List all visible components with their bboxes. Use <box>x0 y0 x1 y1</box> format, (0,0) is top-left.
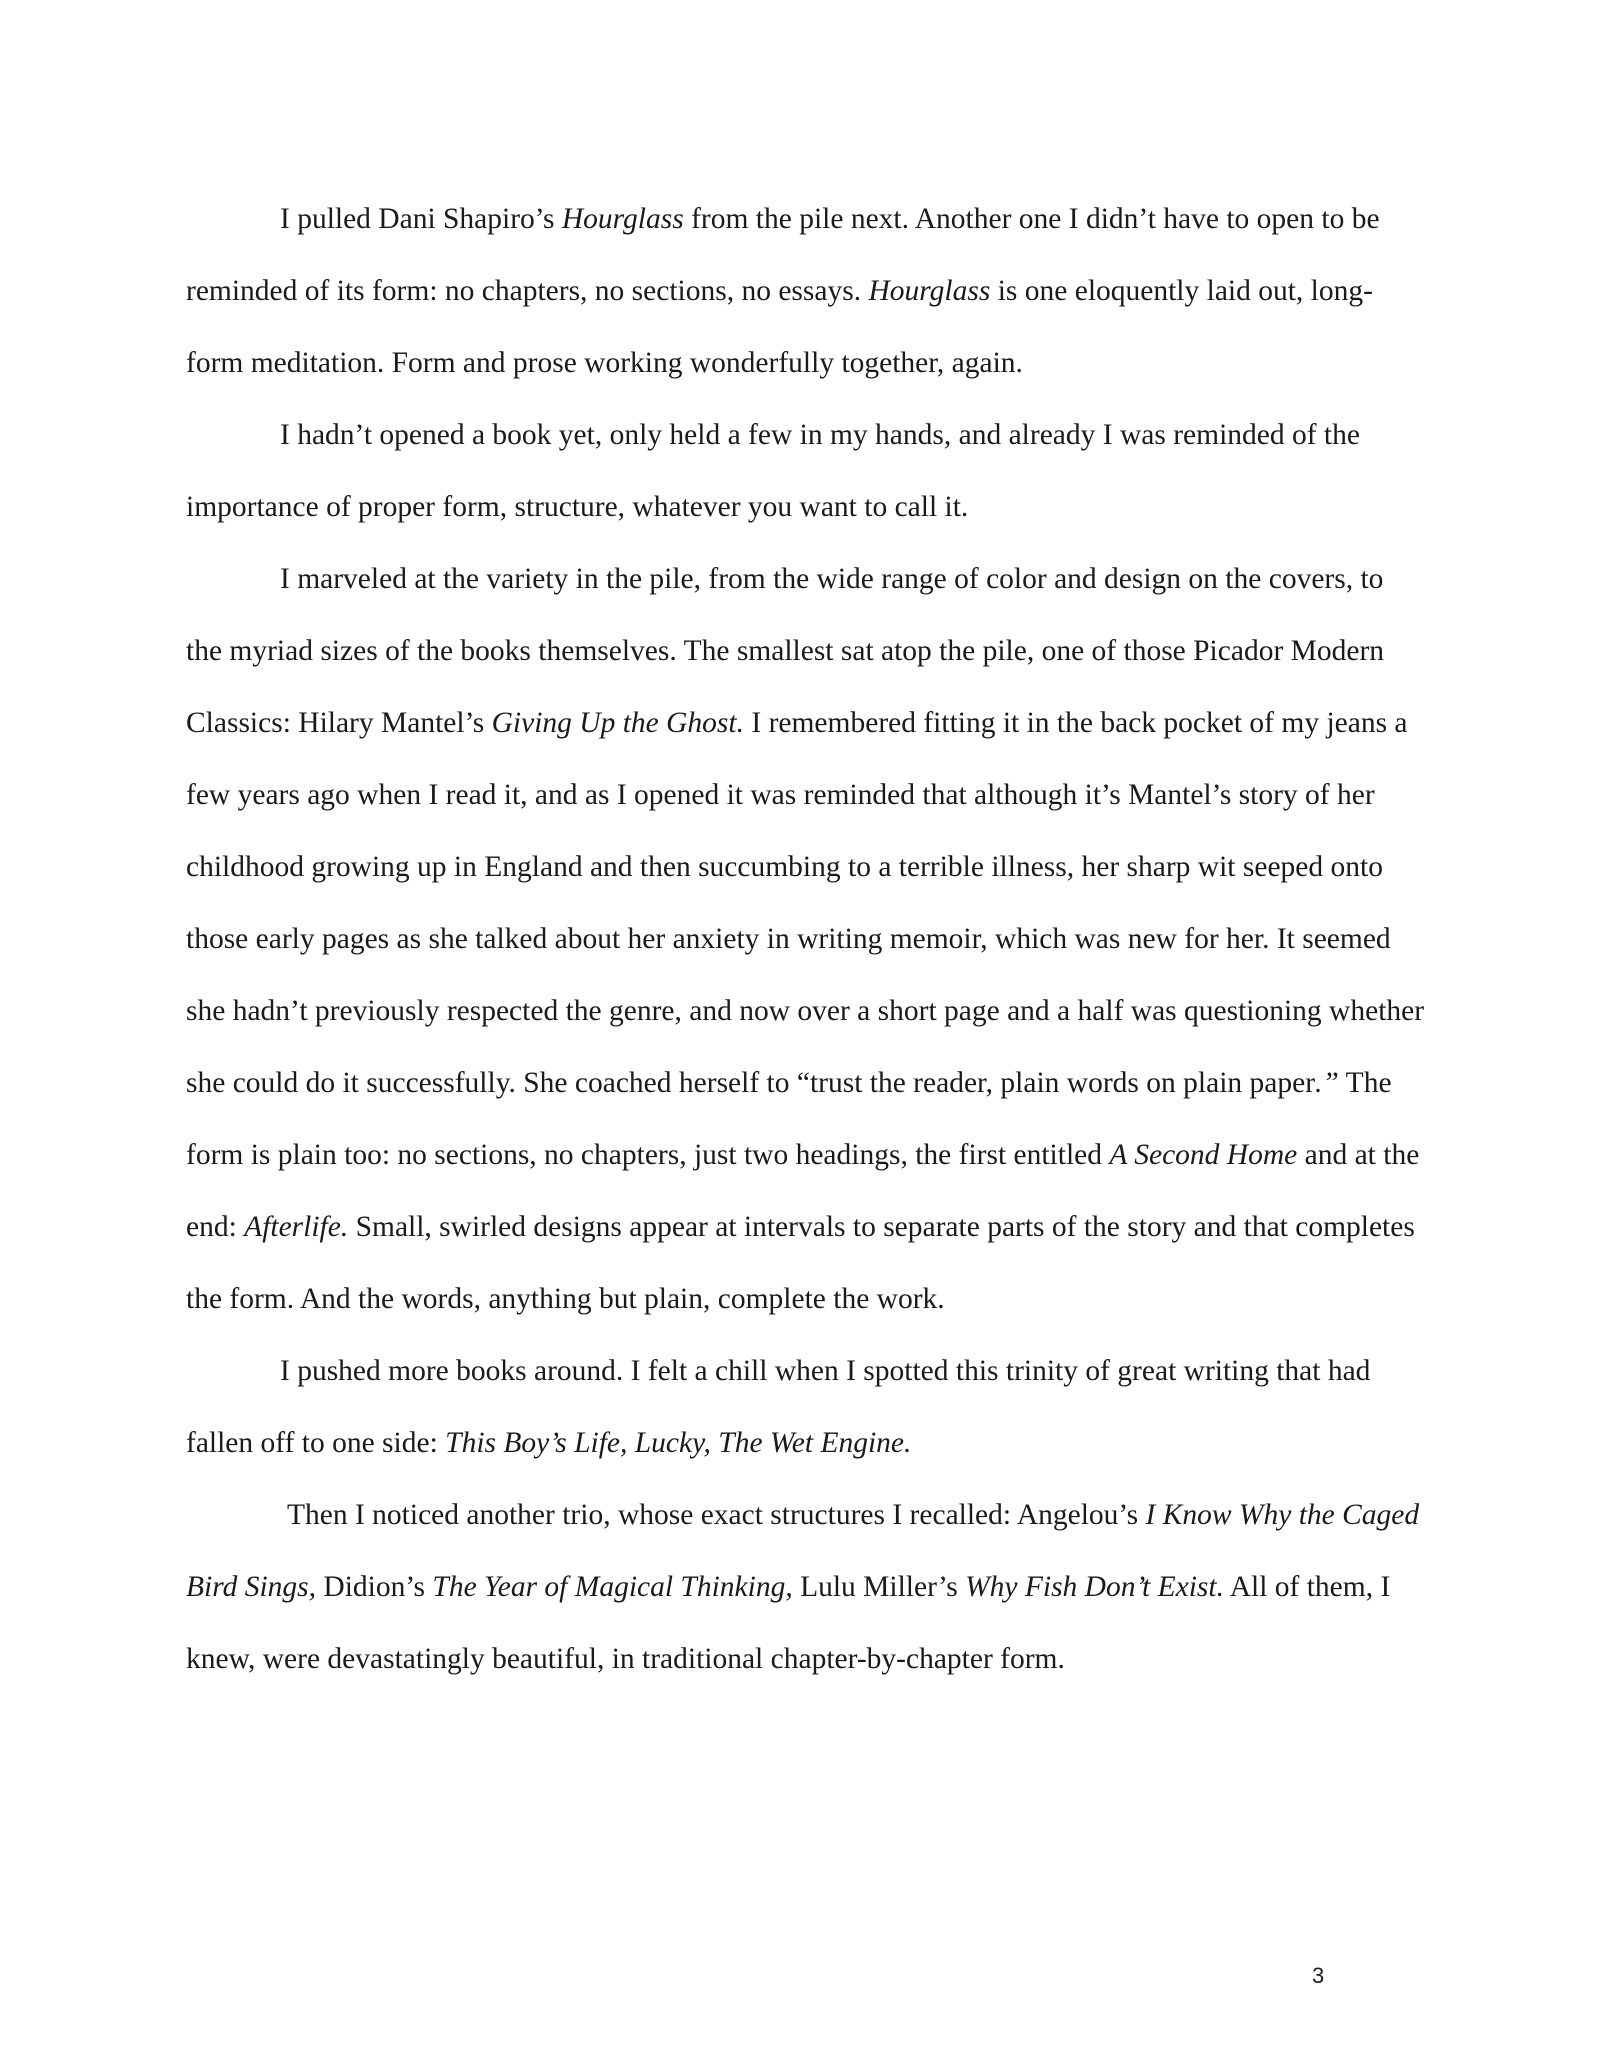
paragraph-1 <box>186 183 1426 399</box>
paragraph-4 <box>186 1335 1426 1479</box>
text-run: I pushed more books around. I felt a chill when I spotted this trinity of great writing that had fallen off to one side: <box>186 1355 1371 1459</box>
text-run: Didion’s <box>316 1571 433 1603</box>
paragraph-2 <box>186 399 1426 543</box>
italic-text-run: .” <box>1315 1067 1339 1099</box>
page-number: 3 <box>1312 1963 1325 1988</box>
italic-text-run: This Boy’s Life, Lucky, The Wet Engine. <box>445 1427 912 1459</box>
text-run: The form is plain too: no sections, no chapters, just two headings, the first entitled <box>186 1067 1392 1171</box>
italic-text-run: I Know Why the Caged Bird Sings, <box>186 1499 1420 1603</box>
text-run: Small, swirled designs appear at intervals to separate parts of the story and that completes the form. And the words, anything but plain, complete the work. <box>186 1211 1415 1315</box>
text-run: I marveled at the variety in the pile, from the wide range of color and design on the covers, to the myriad sizes of the books themselves. The smallest sat atop the pile, one of those Picador Modern Classics: Hilary Mantel’s <box>186 563 1385 739</box>
italic-text-run: The Year of Magical Thinking, <box>432 1571 793 1603</box>
text-run: and at the end: <box>186 1139 1420 1243</box>
text-run: is one eloquently laid out, long-form meditation. Form and prose working wonderfully together, again. <box>186 275 1373 379</box>
text-run: from the pile next. Another one I didn’t have to open to be reminded of its form: no chapters, no sections, no essays. <box>186 203 1380 307</box>
italic-text-run: Why Fish Don’t Exist. <box>965 1571 1224 1603</box>
paragraph-5 <box>186 1479 1426 1695</box>
text-run: I hadn’t opened a book yet, only held a few in my hands, and already I was reminded of the importance of proper form, structure, whatever you want to call it. <box>186 419 1360 523</box>
italic-text-run: Hourglass <box>868 275 991 307</box>
italic-text-run: Hourglass <box>561 203 684 235</box>
paragraph-3 <box>186 543 1426 1335</box>
text-run: Lulu Miller’s <box>792 1571 966 1603</box>
text-run: Then I noticed another trio, whose exact structures I recalled: Angelou’s <box>287 1499 1146 1531</box>
text-run: I pulled Dani Shapiro’s <box>280 203 562 235</box>
italic-text-run: Afterlife. <box>244 1211 349 1243</box>
body-text <box>186 183 1426 1695</box>
italic-text-run: A Second Home <box>1109 1139 1298 1171</box>
text-run: I remembered fitting it in the back pocket of my jeans a few years ago when I read it, and as I opened it was reminded that although it’s Mantel’s story of her childhood growing up in England and then succumbing to a terrible illness, her sharp wit seeped onto those early pages as she talked about her anxiety in writing memoir, which was new for her. It seemed she hadn’t previously respected the genre, and now over a short page and a half was questioning whether she could do it successfully. She coached herself to “trust the reader, plain words on plain paper <box>186 707 1425 1099</box>
italic-text-run: Giving Up the Ghost. <box>491 707 744 739</box>
text-run: All of them, I knew, were devastatingly beautiful, in traditional chapter-by-chapter form. <box>186 1571 1391 1675</box>
